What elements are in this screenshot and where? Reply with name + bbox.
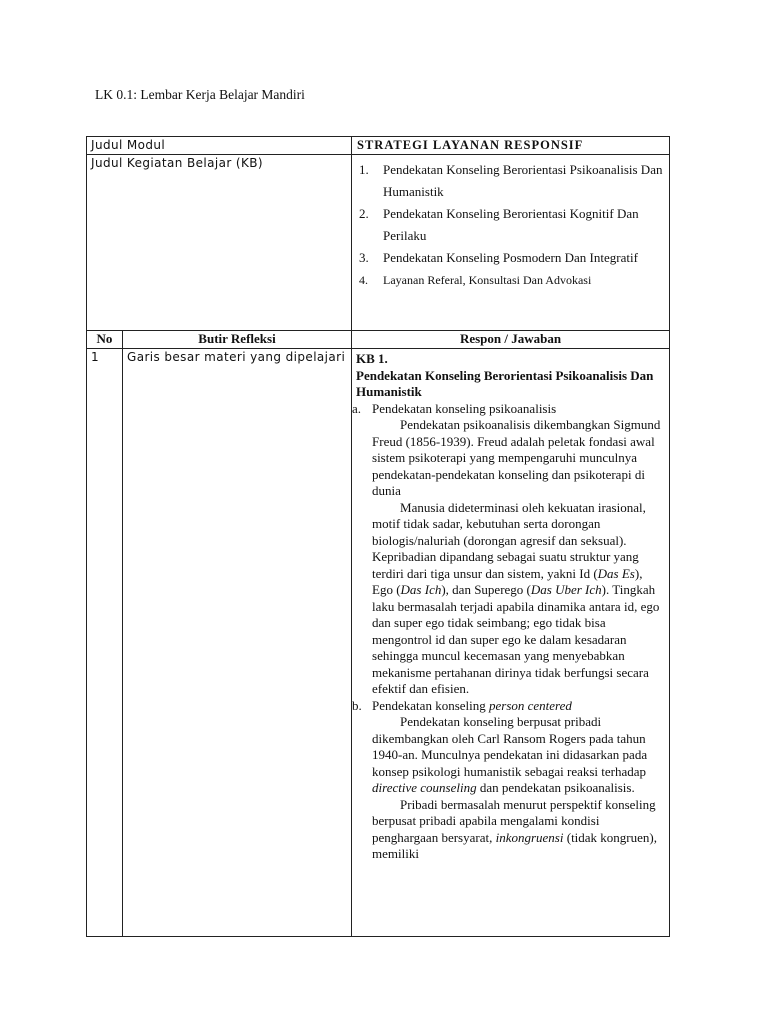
kb-item-number: 3. (359, 250, 369, 265)
kb-item-text: Pendekatan Konseling Posmodern Dan Integratif (383, 250, 638, 265)
section-b-letter: b. (352, 697, 362, 713)
kb-list-item (359, 159, 665, 203)
section-b (352, 698, 665, 715)
row-respon (352, 349, 670, 937)
header-butir: Butir Refleksi (123, 331, 352, 349)
kb-list-item (359, 269, 665, 291)
section-b-paragraph-1: Pendekatan konseling berpusat pribadi dikembangkan oleh Carl Ransom Rogers pada tahun 1940-an. Munculnya pendekatan ini didasarkan pada konsep psikologi humanistik sebagai reaksi terhadap directive counseling dan pendekatan psikoanalisis. (372, 714, 648, 795)
header-no: No (87, 331, 123, 349)
kb-item-number: 2. (359, 206, 369, 221)
header-respon: Respon / Jawaban (352, 331, 670, 349)
kb-item-number: 4. (359, 273, 369, 287)
kb-list (356, 159, 665, 291)
kb-item-text: Pendekatan Konseling Berorientasi Psikoanalisis Dan Humanistik (383, 162, 663, 199)
section-b-heading: Pendekatan konseling person centered (372, 697, 572, 713)
kb-title: KB 1. (356, 351, 388, 366)
kb-item-number: 1. (359, 162, 369, 177)
row-butir: Garis besar materi yang dipelajari (123, 349, 352, 937)
worksheet-table (86, 136, 670, 937)
judul-kb-row (87, 155, 670, 331)
kb-list-item (359, 203, 665, 247)
row-number: 1 (87, 349, 123, 937)
section-a-paragraph-1: Pendekatan psikoanalisis dikembangkan Sigmund Freud (1856-1939). Freud adalah peletak fondasi awal sistem psikoterapi yang mempengaruhi munculnya pendekatan-pendekatan konseling dan psikoterapi di dunia (372, 417, 661, 498)
judul-modul-label: Judul Modul (87, 137, 352, 155)
section-a-heading: Pendekatan konseling psikoanalisis (372, 400, 557, 416)
judul-modul-value: STRATEGI LAYANAN RESPONSIF (352, 137, 670, 155)
section-a-letter: a. (352, 400, 362, 416)
section-a (352, 401, 665, 418)
kb-item-text: Pendekatan Konseling Berorientasi Kognitif Dan Perilaku (383, 206, 639, 243)
section-b-paragraph-2: Pribadi bermasalah menurut perspektif konseling berpusat pribadi apabila mengalami kondisi penghargaan bersyarat, inkongruensi (tidak kongruen), memiliki (372, 796, 657, 861)
judul-modul-row (87, 137, 670, 155)
judul-kb-label: Judul Kegiatan Belajar (KB) (87, 155, 352, 331)
kb-list-item (359, 247, 665, 269)
page-title: LK 0.1: Lembar Kerja Belajar Mandiri (95, 87, 305, 102)
header-row (87, 331, 670, 349)
kb-list-cell (352, 155, 670, 331)
table-row (87, 349, 670, 937)
kb-item-text: Layanan Referal, Konsultasi Dan Advokasi (383, 273, 592, 287)
section-a-paragraph-2: Manusia dideterminasi oleh kekuatan irasional, motif tidak sadar, kebutuhan serta dorongan biologis/naluriah (dorongan agresif dan seksual). Kepribadian dipandang sebagai suatu struktur yang terdiri dari tiga unsur dan sistem, yakni Id (Das Es), Ego (Das Ich), dan Superego (Das Uber Ich). Tingkah laku bermasalah terjadi apabila dinamika antara id, ego dan super ego tidak seimbang; ego tidak bisa mengontrol id dan super ego ke dalam kesadaran sehingga muncul kecemasan yang menyebabkan mekanisme pertahanan dirinya tidak berfungsi secara efektif dan efisien. (372, 499, 660, 696)
kb-subtitle: Pendekatan Konseling Berorientasi Psikoanalisis Dan Humanistik (356, 367, 654, 399)
